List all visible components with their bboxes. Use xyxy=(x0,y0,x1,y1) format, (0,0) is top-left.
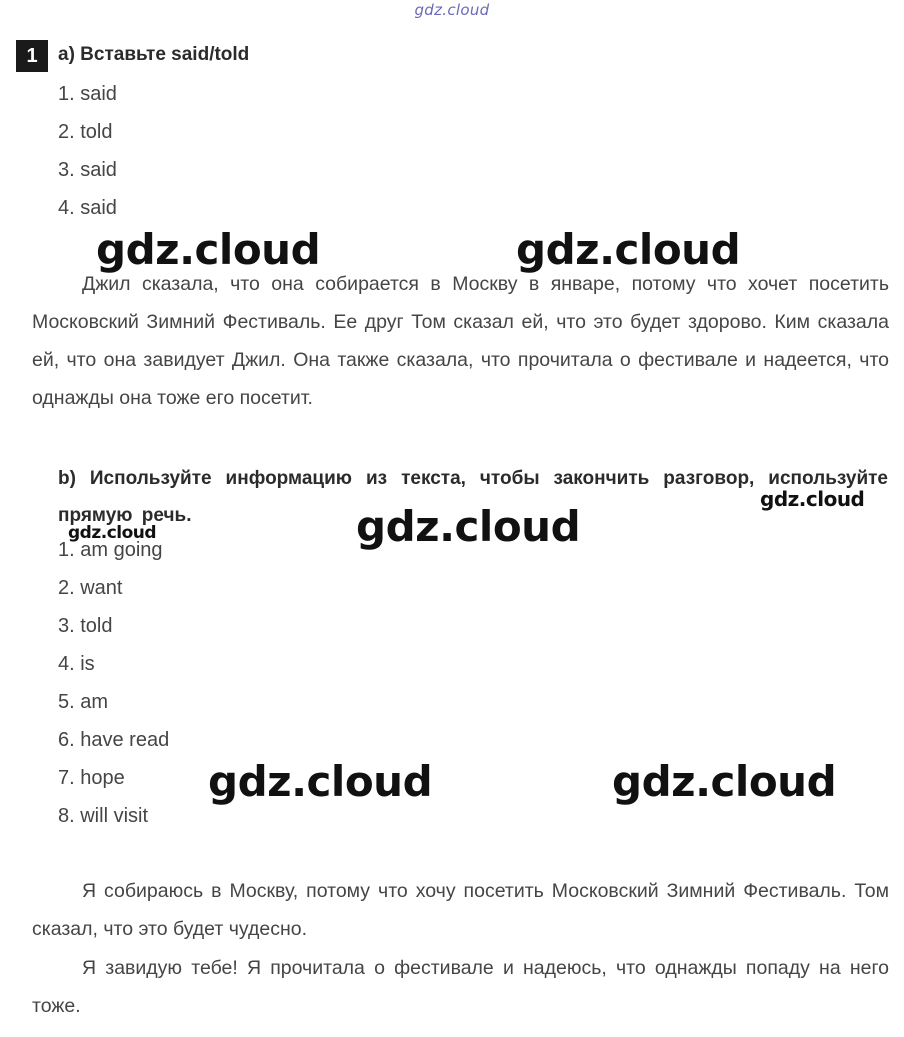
site-link[interactable]: gdz.cloud xyxy=(414,1,490,19)
list-item: 3. said xyxy=(58,159,117,181)
watermark: gdz.cloud xyxy=(612,757,837,806)
list-item: 4. said xyxy=(58,197,117,219)
list-item: 7. hope xyxy=(58,767,125,789)
part-a-paragraph xyxy=(32,265,889,417)
list-item: 3. told xyxy=(58,615,113,637)
part-b-paragraph-2-text: Я завидую тебе! Я прочитала о фестивале и надеюсь, что однажды попаду на него тоже. xyxy=(32,957,889,1017)
list-item: 8. will visit xyxy=(58,805,149,827)
list-item: 4. is xyxy=(58,653,95,675)
part-b-paragraph-2 xyxy=(32,949,889,1025)
part-b-heading: b) Используйте информацию из текста, чтобы закончить разговор, используйте прямую речь. xyxy=(58,468,888,526)
part-a-heading: a) Вставьте said/told xyxy=(58,44,250,65)
exercise-number-badge: 1 xyxy=(16,40,48,72)
part-b-answer-list xyxy=(58,538,169,842)
part-a-answer-list xyxy=(58,82,117,234)
watermark: gdz.cloud xyxy=(68,523,157,543)
watermark: gdz.cloud xyxy=(356,502,581,551)
watermark: gdz.cloud xyxy=(208,757,433,806)
list-item: 2. want xyxy=(58,577,123,599)
list-item: 5. am xyxy=(58,691,109,713)
watermark: gdz.cloud xyxy=(516,225,741,274)
part-b-paragraph-1 xyxy=(32,872,889,948)
list-item: 2. told xyxy=(58,121,113,143)
list-item: 1. am going xyxy=(58,539,163,561)
part-a-paragraph-text: Джил сказала, что она собирается в Москву в январе, потому что хочет посетить Московский Зимний Фестиваль. Ее друг Том сказал ей, что это будет здорово. Ким сказала ей, что она завидует Джил. Она также сказала, что прочитала о фестивале и надеется, что однажды она тоже его посетит. xyxy=(32,273,889,409)
watermark: gdz.cloud xyxy=(96,225,321,274)
watermark: gdz.cloud xyxy=(760,487,865,511)
part-b-paragraph-1-text: Я собираюсь в Москву, потому что хочу посетить Московский Зимний Фестиваль. Том сказал, что это будет чудесно. xyxy=(32,880,889,940)
list-item: 6. have read xyxy=(58,729,170,751)
list-item: 1. said xyxy=(58,83,117,105)
